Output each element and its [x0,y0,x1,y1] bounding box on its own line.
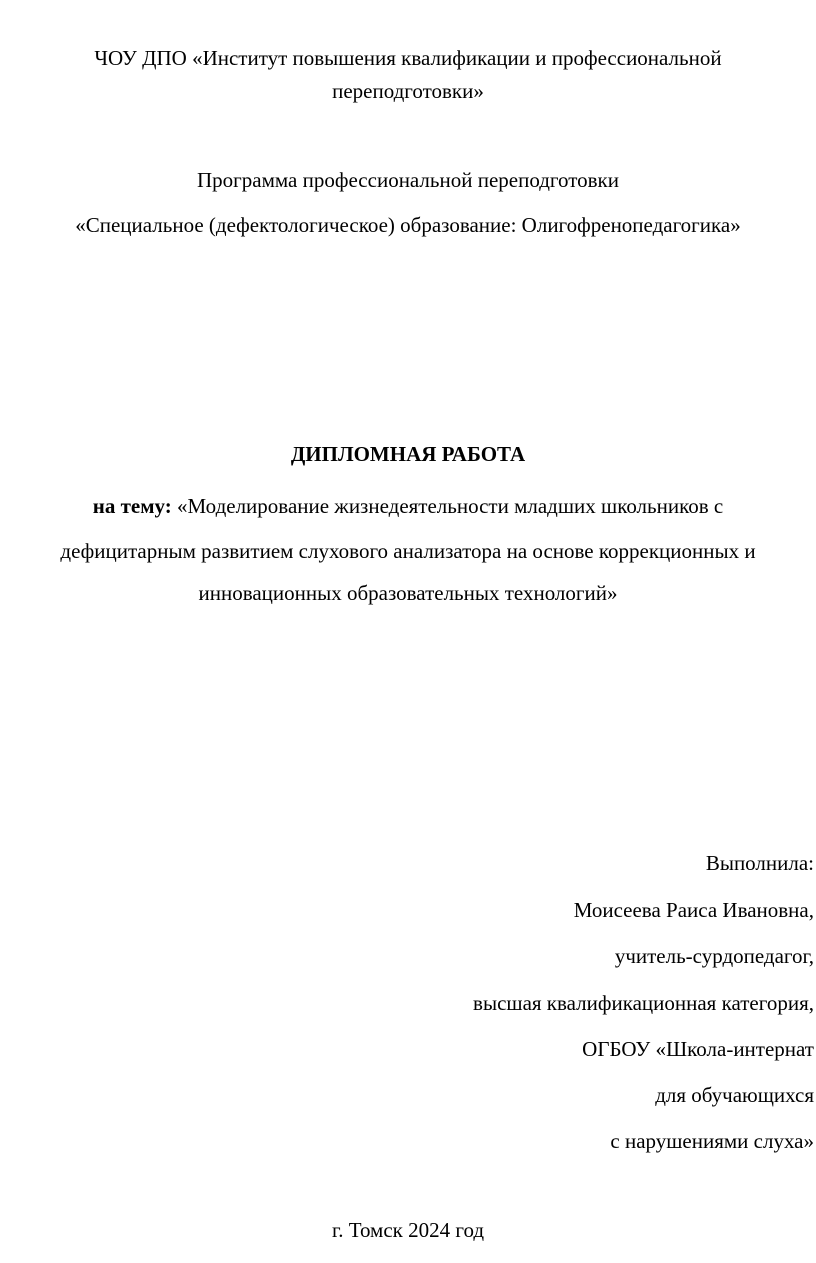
city-year: г. Томск 2024 год [331,1218,485,1242]
author-category: высшая квалификационная категория, [473,991,814,1015]
topic-text-1: «Моделирование жизнедеятельности младших школьников с [171,494,724,518]
program-label: Программа профессиональной переподготовки [197,168,619,192]
topic-line-1 [0,492,816,520]
topic-line-3: инновационных образовательных технологий» [198,581,618,605]
author-org-line-2: для обучающихся [655,1083,814,1107]
author-label: Выполнила: [705,851,814,875]
author-org-line-3: с нарушениями слуха» [610,1129,814,1153]
author-position: учитель-сурдопедагог, [614,944,814,968]
author-org-line-1: ОГБОУ «Школа-интернат [582,1037,814,1061]
institution-line-1: ЧОУ ДПО «Институт повышения квалификации и профессиональной [94,46,722,70]
topic-prefix: на тему: [92,494,172,518]
program-name: «Специальное (дефектологическое) образование: Олигофренопедагогика» [75,213,741,237]
work-type-title: ДИПЛОМНАЯ РАБОТА [290,442,526,466]
topic-line-2: дефицитарным развитием слухового анализатора на основе коррекционных и [60,539,756,563]
author-name: Моисеева Раиса Ивановна, [573,898,814,922]
institution-line-2: переподготовки» [332,79,484,103]
